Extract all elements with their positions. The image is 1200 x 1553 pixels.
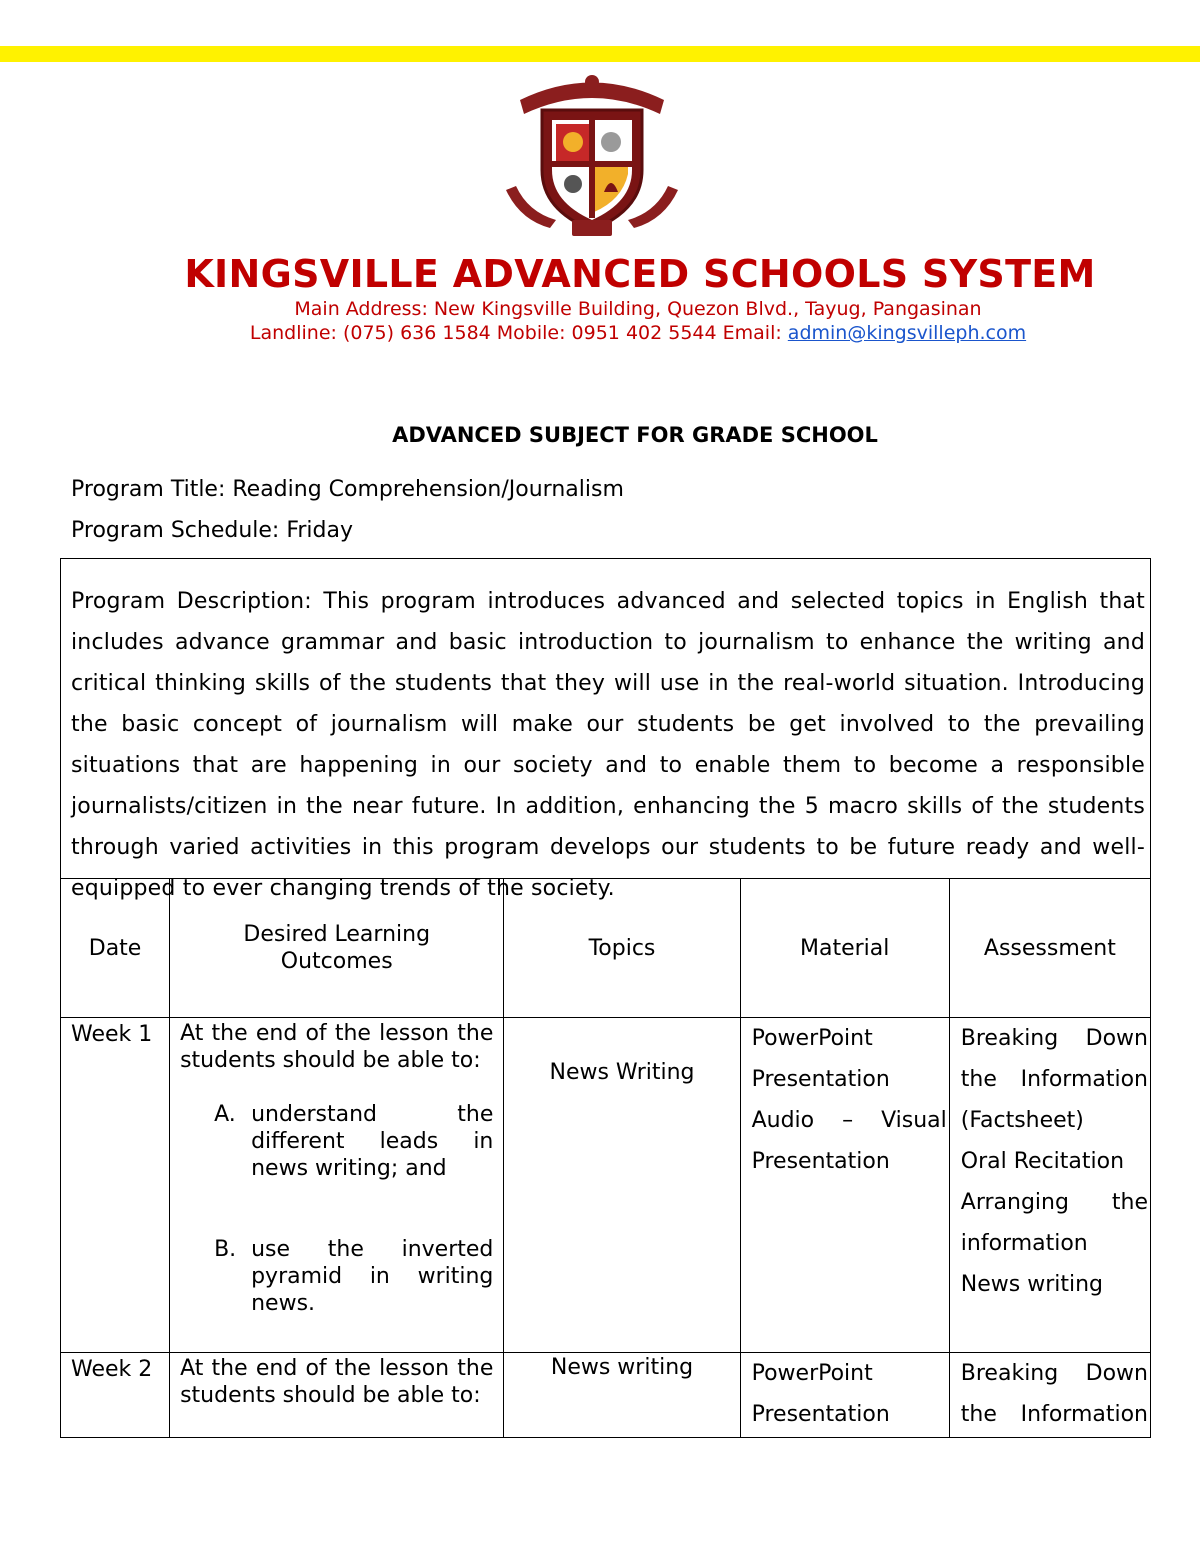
header-date: Date <box>61 879 170 1018</box>
header-topics: Topics <box>504 879 740 1018</box>
assessment-line: (Factsheet) <box>960 1108 1084 1133</box>
school-crest-logo <box>500 70 684 242</box>
document-heading: ADVANCED SUBJECT FOR GRADE SCHOOL <box>392 423 878 447</box>
row-dlo <box>170 1353 504 1438</box>
header-assessment: Assessment <box>949 879 1150 1018</box>
header-dlo: Desired Learning Outcomes <box>170 879 504 1018</box>
topic-text: News writing <box>550 1355 694 1380</box>
email-link[interactable]: admin@kingsvilleph.com <box>787 322 1027 344</box>
assessment-line: the Information <box>960 1402 1148 1427</box>
assessment-line: the Information <box>960 1067 1148 1092</box>
program-description-box <box>60 558 1151 901</box>
row-assessment <box>949 1018 1150 1353</box>
school-name: KINGSVILLE ADVANCED SCHOOLS SYSTEM <box>184 252 1096 296</box>
contact-numbers: Landline: (075) 636 1584 Mobile: 0951 402 5544 Email: <box>249 322 788 344</box>
row-topic <box>504 1018 740 1353</box>
assessment-line: News writing <box>960 1272 1104 1297</box>
row-dlo <box>170 1018 504 1353</box>
row-material <box>740 1353 949 1438</box>
material-line: PowerPoint <box>751 1361 873 1386</box>
lesson-plan-table <box>60 878 1151 1438</box>
material-line: Presentation <box>751 1067 890 1092</box>
table-row <box>61 1353 1151 1438</box>
yellow-header-bar <box>0 46 1200 62</box>
dlo-item-marker: B. <box>214 1237 237 1262</box>
header-material: Material <box>740 879 949 1018</box>
assessment-line: Arranging the <box>960 1190 1148 1215</box>
material-line: PowerPoint <box>751 1026 873 1051</box>
program-description: Program Description: This program introduces advanced and selected topics in English that includes advance grammar and basic introduction to journalism to enhance the writing and critical thinking skills of the students that they will use in the real-world situation. Introducing the basic concept of journalism will make our students be get involved to the prevailing situations that are happening in our society and to enable them to become a responsible journalists/citizen in the near future. In addition, enhancing the 5 macro skills of the students through varied activities in this program develops our students to be future ready and well- equipped to ever changing trends of the society. <box>71 589 1145 901</box>
row-date: Week 1 <box>61 1018 170 1353</box>
dlo-item-text: use the inverted pyramid in writing news. <box>251 1237 494 1316</box>
program-table <box>60 558 1151 1438</box>
topic-text: News Writing <box>549 1060 695 1085</box>
program-schedule: Program Schedule: Friday <box>71 518 353 543</box>
program-title: Program Title: Reading Comprehension/Journalism <box>71 477 624 502</box>
assessment-line: Breaking Down <box>960 1361 1148 1386</box>
material-line: Audio – Visual <box>751 1108 947 1133</box>
dlo-item-marker: A. <box>214 1102 236 1127</box>
dlo-item-text: understand the different leads in news writing; and <box>251 1102 494 1181</box>
dlo-item <box>214 1236 493 1317</box>
contact-line <box>0 322 1200 344</box>
assessment-line: Breaking Down <box>960 1026 1148 1051</box>
row-date: Week 2 <box>61 1353 170 1438</box>
assessment-line: Oral Recitation <box>960 1149 1125 1174</box>
material-line: Presentation <box>751 1402 890 1427</box>
main-address: Main Address: New Kingsville Building, Quezon Blvd., Tayug, Pangasinan <box>294 298 982 320</box>
dlo-intro: At the end of the lesson the students should be able to: <box>180 1021 494 1073</box>
row-topic <box>504 1353 740 1438</box>
dlo-item <box>214 1101 493 1182</box>
material-line: Presentation <box>751 1149 890 1174</box>
assessment-line: information <box>960 1231 1088 1256</box>
row-assessment <box>949 1353 1150 1438</box>
table-row <box>61 1018 1151 1353</box>
dlo-intro: At the end of the lesson the students should be able to: <box>180 1356 494 1408</box>
row-material <box>740 1018 949 1353</box>
